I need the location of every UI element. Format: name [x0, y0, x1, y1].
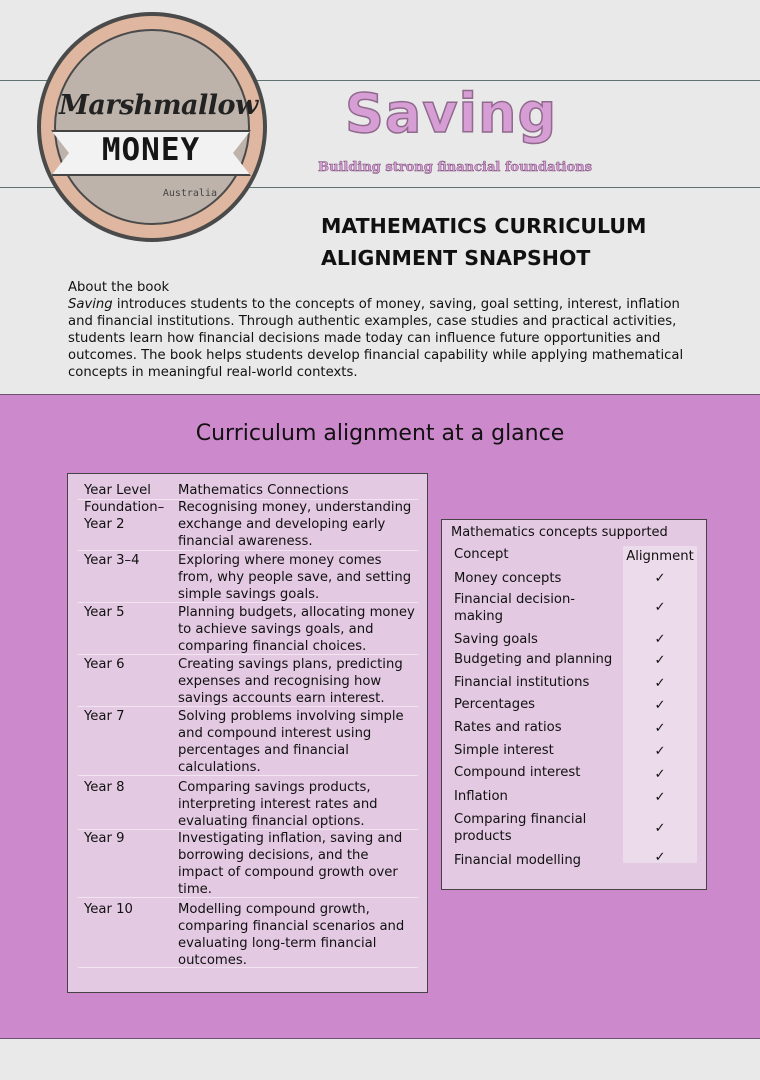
concept-name: Inflation	[454, 789, 508, 804]
year-level: Year 10	[84, 902, 133, 917]
check-icon: ✓	[654, 821, 666, 836]
about-label: About the book	[68, 280, 170, 295]
marshmallow-money-logo	[37, 12, 267, 242]
table-row	[78, 499, 418, 551]
concept-name: Budgeting and planning	[454, 652, 613, 667]
concept-name: Comparing financial products	[454, 812, 587, 844]
connection-text: Exploring where money comes from, why people save, and setting simple savings goals.	[178, 553, 412, 602]
check-icon: ✓	[654, 698, 666, 713]
check-icon: ✓	[654, 676, 666, 691]
table-row	[78, 656, 418, 707]
book-title: Saving	[345, 82, 558, 145]
about-section	[68, 279, 708, 381]
table-row	[78, 830, 418, 898]
year-level: Year 9	[84, 831, 125, 846]
logo-ribbon-text: MONEY	[101, 132, 201, 168]
check-icon: ✓	[654, 790, 666, 805]
concept-name: Rates and ratios	[454, 720, 562, 735]
table-row	[78, 779, 418, 830]
concept-name: Percentages	[454, 697, 536, 712]
page-heading	[321, 210, 721, 274]
concept-name: Financial modelling	[454, 853, 582, 868]
concept-name: Simple interest	[454, 743, 554, 758]
connection-text: Modelling compound growth, comparing financial scenarios and evaluating long-term financial outcomes.	[178, 902, 405, 968]
logo-ring	[41, 16, 263, 238]
table-row	[78, 708, 418, 776]
connection-text: Investigating inflation, saving and borrowing decisions, and the impact of compound growth over time.	[178, 831, 403, 897]
concepts-table	[441, 519, 707, 890]
year-level-table	[67, 473, 428, 993]
year-level: Year 6	[84, 657, 125, 672]
concept-name: Financial decision-making	[454, 592, 576, 624]
check-icon: ✓	[654, 632, 666, 647]
connection-text: Recognising money, understanding exchange and developing early financial awareness.	[178, 500, 412, 549]
check-icon: ✓	[654, 653, 666, 668]
concept-name: Compound interest	[454, 765, 581, 780]
page-heading-line-1: MATHEMATICS CURRICULUM	[321, 214, 647, 238]
concept-name: Money concepts	[454, 571, 562, 586]
header-year-level: Year Level	[84, 483, 151, 498]
year-level: Year 8	[84, 780, 125, 795]
year-level: Year 7	[84, 709, 125, 724]
about-paragraph	[68, 296, 708, 381]
connection-text: Comparing savings products, interpreting interest rates and evaluating financial options.	[178, 780, 378, 829]
about-book-title: Saving	[68, 297, 113, 312]
logo-country: Australia	[162, 188, 217, 199]
connection-text: Solving problems involving simple and compound interest using percentages and financial calculations.	[178, 709, 404, 775]
check-icon: ✓	[654, 600, 666, 615]
table-row	[78, 901, 418, 968]
check-icon: ✓	[654, 571, 666, 586]
header-alignment: Alignment	[626, 549, 694, 564]
header-concept: Concept	[454, 547, 509, 562]
year-level: Foundation–Year 2	[84, 500, 165, 532]
table-header-row	[78, 482, 418, 500]
section-title: Curriculum alignment at a glance	[195, 421, 565, 446]
table-row	[78, 552, 418, 603]
check-icon: ✓	[654, 721, 666, 736]
logo-script-text: Marshmallow	[59, 90, 258, 121]
check-icon: ✓	[654, 767, 666, 782]
book-subtitle: Building strong financial foundations	[318, 160, 592, 175]
about-text: introduces students to the concepts of money, saving, goal setting, interest, inflation and financial institutions. Through authentic examples, case studies and practical activities, students learn how financial decisions made today can influence future opportunities and outcomes. The book helps students develop financial capability while applying mathematical concepts in meaningful real-world contexts.	[68, 297, 684, 380]
concept-name: Financial institutions	[454, 675, 590, 690]
page-heading-line-2: ALIGNMENT SNAPSHOT	[321, 246, 591, 270]
check-icon: ✓	[654, 744, 666, 759]
concepts-table-title: Mathematics concepts supported	[451, 525, 668, 540]
table-row	[78, 604, 418, 655]
check-icon: ✓	[654, 850, 666, 865]
connection-text: Planning budgets, allocating money to achieve savings goals, and comparing financial choices.	[178, 605, 415, 654]
year-level: Year 5	[84, 605, 125, 620]
connection-text: Creating savings plans, predicting expenses and recognising how savings accounts earn interest.	[178, 657, 403, 706]
header-math-connections: Mathematics Connections	[178, 483, 349, 498]
concept-name: Saving goals	[454, 632, 538, 647]
year-level: Year 3–4	[84, 553, 140, 568]
